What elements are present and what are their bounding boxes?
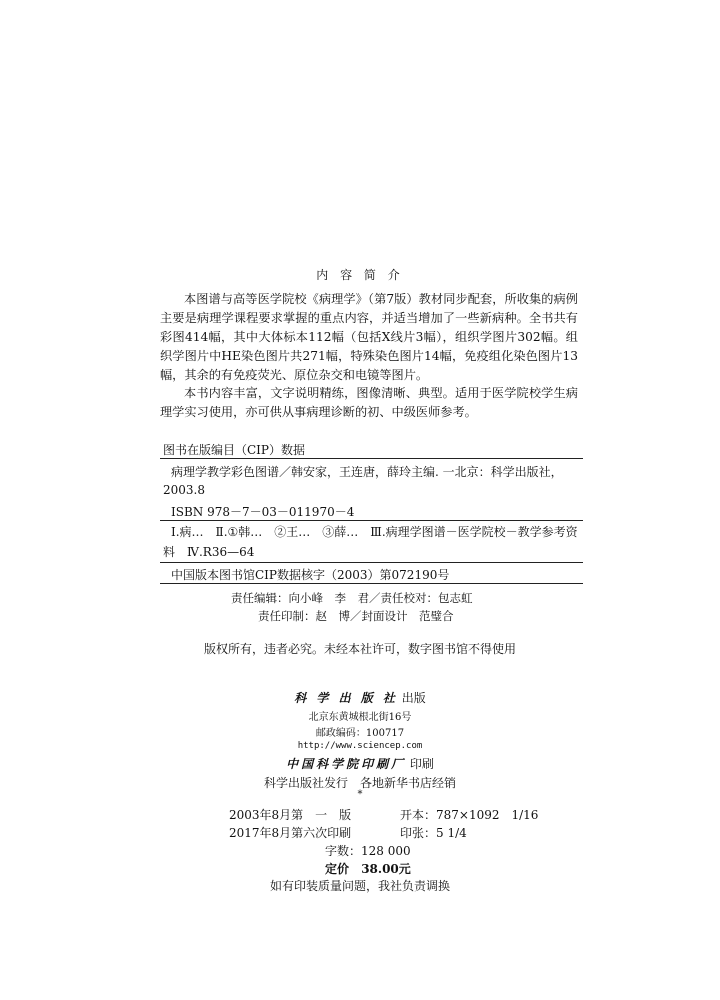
summary-paragraph-1: 本图谱与高等医学院校《病理学》（第7版）教材同步配套，所收集的病例主要是病理学课程要求掌握的重点内容，并适当增加了一些新病种。全书共有彩图414幅，其中大体标本112幅（包括X线片3幅），组织学图片302幅。组织学图片中HE染色图片共271幅，特殊染色图片14幅，免疫组化染色图片13幅，其余的有免疫荧光、原位杂交和电镜等图片。 — [160, 292, 578, 382]
cip-record-number: 中国版本图书馆CIP数据核字（2003）第072190号 — [171, 568, 450, 582]
cip-rule-bottom — [160, 583, 583, 584]
publisher-postcode: 邮政编码：100717 — [315, 728, 405, 739]
cip-rule-lower — [160, 562, 583, 563]
cip-bibliographic-line: 病理学教学彩色图谱／韩安家，王连唐，薛玲主编. 一北京：科学出版社， — [171, 465, 563, 479]
cip-rule-top — [160, 458, 583, 459]
summary-title: 内 容 简 介 — [316, 268, 404, 282]
publisher-line — [0, 689, 720, 706]
copyright-notice: 版权所有，违者必究。未经本社许可，数字图书馆不得使用 — [203, 642, 516, 656]
printing-date: 2017年8月第六次印刷 — [229, 826, 352, 840]
printer-suffix: 印刷 — [409, 757, 434, 771]
summary-paragraph-2: 本书内容丰富，文字说明精练，图像清晰、典型。适用于医学院校学生病理学实习使用，亦可供从事病理诊断的初、中级医师参考。 — [160, 386, 578, 419]
cip-heading: 图书在版编目（CIP）数据 — [163, 443, 305, 457]
word-count: 字数：128 000 — [325, 844, 411, 858]
price — [325, 860, 411, 877]
staff-editors: 责任编辑：向小峰 李 君／责任校对：包志虹 — [231, 591, 473, 605]
first-edition-date: 2003年8月第 一 版 — [229, 808, 352, 822]
cip-bibliographic-date: 2003.8 — [163, 483, 205, 497]
quality-notice: 如有印装质量问题，我社负责调换 — [269, 879, 450, 893]
price-value: 38.00元 — [361, 862, 411, 876]
book-format: 开本：787×1092 1/16 — [400, 808, 539, 822]
publisher-name: 科 学 出 版 社 — [294, 691, 398, 705]
printer-line — [0, 755, 720, 772]
staff-production: 责任印制：赵 博／封面设计 范璧合 — [258, 609, 454, 623]
publisher-url: http://www.sciencep.com — [297, 741, 423, 751]
cip-classification: Ⅰ.病… Ⅱ.①韩… ②王… ③薛… Ⅲ.病理学图谱－医学院校－教学参考资料 Ⅳ.R36—64 — [163, 525, 578, 559]
publisher-address: 北京东黄城根北街16号 — [308, 712, 412, 723]
print-sheets: 印张：5 1/4 — [400, 826, 467, 840]
separator-star: * — [357, 789, 363, 800]
printer-name: 中国科学院印刷厂 — [286, 757, 407, 771]
price-label: 定价 — [325, 862, 350, 876]
cip-rule-mid — [160, 520, 583, 521]
distribution-line: 科学出版社发行 各地新华书店经销 — [263, 776, 456, 790]
publisher-suffix: 出版 — [401, 691, 426, 705]
cip-isbn: ISBN 978－7－03－011970－4 — [171, 505, 355, 519]
